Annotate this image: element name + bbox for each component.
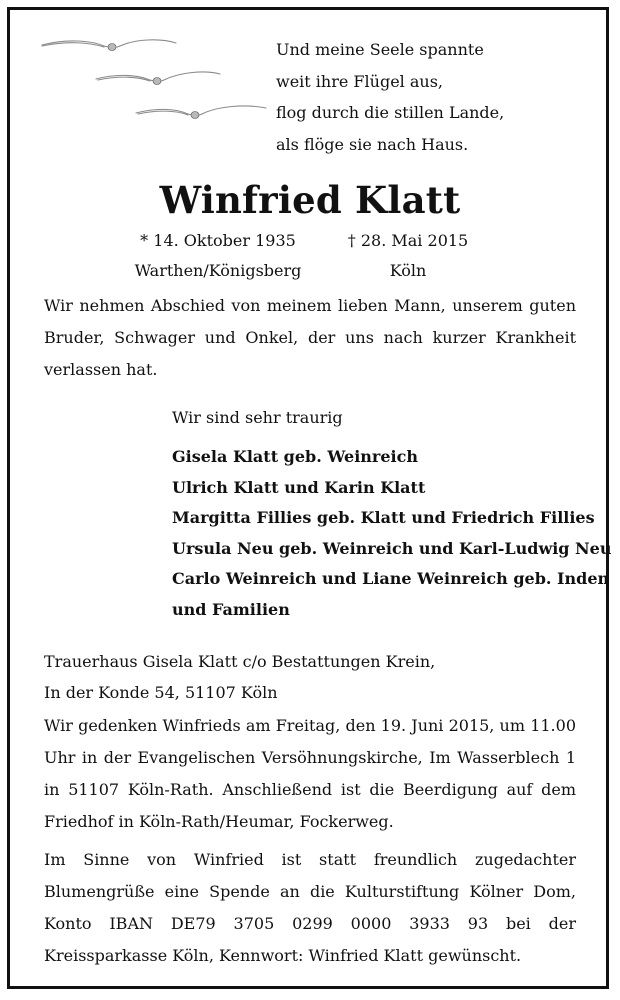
- poem-line: weit ihre Flügel aus,: [276, 71, 443, 91]
- deceased-name: Winfried Klatt: [159, 178, 461, 222]
- mourning-house-line: Trauerhaus Gisela Klatt c/o Bestattungen Krein,: [44, 652, 436, 671]
- family-member: Gisela Klatt geb. Weinreich: [172, 447, 418, 466]
- death-place: Köln: [389, 261, 427, 280]
- death-info: [328, 226, 488, 286]
- poem-line: Und meine Seele spannte: [276, 40, 484, 59]
- birds-illustration: [40, 36, 270, 126]
- family-member: Ulrich Klatt und Karin Klatt: [172, 477, 426, 497]
- family-member: und Familien: [172, 599, 290, 619]
- poem-line: als flöge sie nach Haus.: [276, 134, 469, 154]
- donation-text: Im Sinne von Winfried ist statt freundlich zugedachter Blumengrüße eine Spende an die Kulturstiftung Kölner Dom, Konto IBAN DE79 3705 0299 0000 3933 93 bei der Kreissparkasse Köln, Kennwort: Winfried Klatt gewünscht.: [44, 850, 576, 965]
- mourning-house-line: In der Konde 54, 51107 Köln: [44, 683, 278, 702]
- family-member: Margitta Fillies geb. Klatt und Friedrich Fillies: [172, 508, 595, 527]
- sad-note: Wir sind sehr traurig: [172, 408, 343, 427]
- poem: [276, 34, 586, 160]
- family-member: Carlo Weinreich und Liane Weinreich geb. Inden: [172, 569, 610, 588]
- service-text: Wir gedenken Winfrieds am Freitag, den 19. Juni 2015, um 11.00 Uhr in der Evangelischen Versöhnungskirche, Im Wasserblech 1 in 51107 Köln-Rath. Anschließend ist die Beerdigung auf dem Friedhof in Köln-Rath/Heumar, Fockerweg.: [44, 716, 576, 831]
- mourning-house: [44, 646, 435, 708]
- family-list: [172, 442, 612, 625]
- family-member: Ursula Neu geb. Weinreich und Karl-Ludwig Neu: [172, 538, 612, 558]
- birth-date: * 14. Oktober 1935: [140, 231, 296, 250]
- poem-line: flog durch die stillen Lande,: [276, 103, 505, 122]
- birth-info: [118, 226, 318, 286]
- farewell-text: Wir nehmen Abschied von meinem lieben Mann, unserem guten Bruder, Schwager und Onkel, der uns nach kurzer Krankheit verlassen hat.: [44, 296, 576, 379]
- death-date: † 28. Mai 2015: [347, 231, 469, 250]
- birth-place: Warthen/Königsberg: [134, 261, 302, 280]
